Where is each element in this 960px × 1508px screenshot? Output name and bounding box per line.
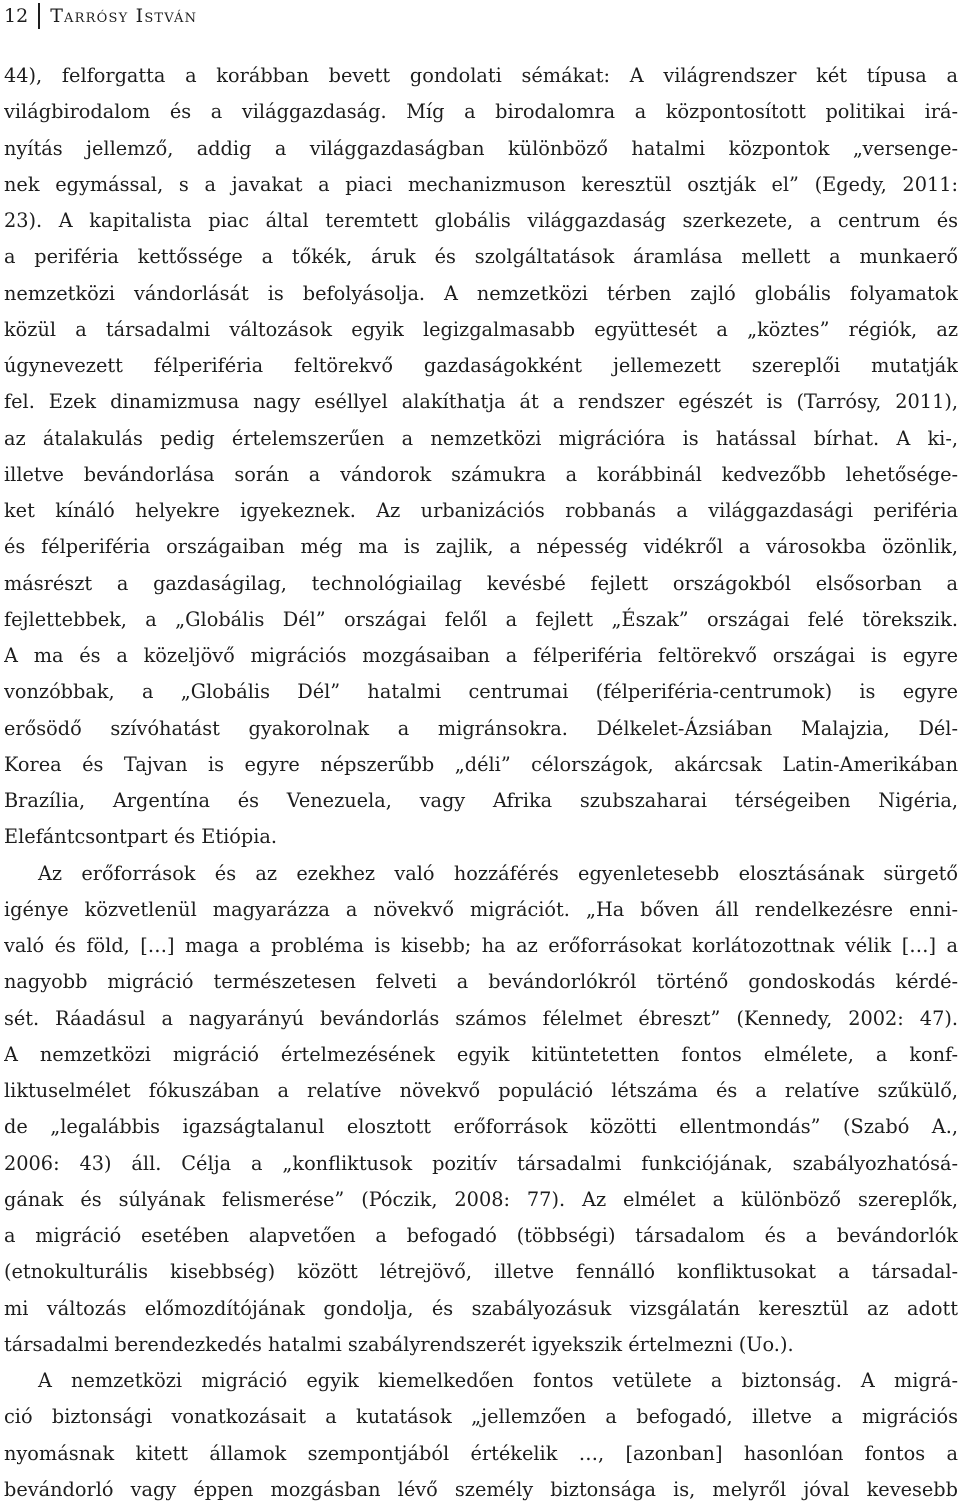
- text-line: nemzetközi vándorlását is befolyásolja. A nemzetközi térben zajló globális folyamatok: [4, 281, 958, 305]
- page-header: [4, 2, 197, 30]
- text-line: nek egymással, s a javakat a piaci mechanizmuson keresztül osztják el” (Egedy, 2011:: [4, 172, 958, 196]
- text-line: világbirodalom és a világgazdaság. Míg a birodalomra a központosított politikai irá-: [4, 100, 958, 124]
- text-line: a periféria kettőssége a tőkék, áruk és szolgáltatások áramlása mellett a munkaerő: [4, 245, 958, 269]
- text-line: vonzóbbak, a „Globális Dél” hatalmi centrumai (félperiféria-centrumok) is egyre: [4, 680, 958, 704]
- text-line: és félperiféria országaiban még ma is zajlik, a népesség vidékről a városokba özönlik,: [4, 535, 958, 559]
- text-line: ket kínáló helyekre igyekeznek. Az urbanizációs robbanás a világgazdasági periféria: [4, 499, 958, 522]
- text-line: illetve bevándorlása során a vándorok számukra a korábbinál kedvezőbb lehetősége-: [4, 462, 958, 486]
- text-line: úgynevezett félperiféria feltörekvő gazdaságokként jellemezett szereplői mutatják: [4, 354, 958, 377]
- text-line: igénye közvetlenül magyarázza a növekvő migrációt. „Ha bőven áll rendelkezésre enni-: [4, 897, 958, 921]
- text-line: másrészt a gazdaságilag, technológiailag kevésbé fejlett országokból elsősorban a: [4, 571, 958, 595]
- text-line: gának és súlyának felismerése” (Póczik, 2008: 77). Az elmélet a különböző szereplők,: [4, 1187, 958, 1211]
- text-line: liktuselmélet fókuszában a relatíve növekvő populáció létszáma és a relatíve szűkülő,: [4, 1079, 958, 1102]
- text-line: nagyobb migráció természetesen felveti a bevándorlókról történő gondoskodás kérdé-: [4, 970, 958, 994]
- text-line: ció biztonsági vonatkozásait a kutatások „jellemzően a befogadó, illetve a migrációs: [4, 1405, 958, 1429]
- text-line: erősödő szívóhatást gyakorolnak a migránsokra. Délkelet-Ázsiában Malajzia, Dél-: [4, 716, 958, 740]
- text-line: (etnokulturális kisebbség) között létrejövő, illetve fennálló konfliktusokat a társadal-: [4, 1260, 958, 1284]
- text-line: mi változás előmozdítójának gondolja, és szabályozásuk vizsgálatán keresztül az adott: [4, 1296, 958, 1320]
- text-line: A nemzetközi migráció egyik kiemelkedően fontos vetülete a biztonság. A migrá-: [38, 1369, 958, 1392]
- text-line: Brazília, Argentína és Venezuela, vagy Afrika szubszaharai térségeiben Nigéria,: [4, 789, 958, 812]
- text-line: 2006: 43) áll. Célja a „konfliktusok pozitív társadalmi funkciójának, szabályozhatósá-: [4, 1151, 958, 1175]
- text-line: 23). A kapitalista piac által teremtett globális világgazdaság szerkezete, a centrum és: [4, 209, 958, 232]
- running-head: Tarrósy István: [50, 5, 198, 27]
- text-line: való és föld, […] maga a probléma is kisebb; ha az erőforrásokat korlátozottnak vélik […] a: [4, 934, 958, 957]
- text-line: az átalakulás pedig értelemszerűen a nemzetközi migrációra is hatással bírhat. A ki-,: [4, 426, 958, 450]
- text-line: 44), felforgatta a korábban bevett gondolati sémákat: A világrendszer két típusa a: [4, 64, 958, 87]
- text-line: sét. Ráadásul a nagyarányú bevándorlás számos félelmet ébreszt” (Kennedy, 2002: 47).: [4, 1006, 958, 1030]
- text-line: bevándorló vagy éppen mozgásban lévő személy biztonsága is, melyről jóval kevesebb: [4, 1477, 958, 1501]
- text-line: A nemzetközi migráció értelmezésének egyik kitüntetetten fontos elmélete, a konf-: [4, 1042, 958, 1066]
- text-line: A ma és a közeljövő migrációs mozgásaiban a félperiféria feltörekvő országai is egyre: [4, 644, 958, 667]
- body-text: [4, 58, 958, 1508]
- text-line: fel. Ezek dinamizmusa nagy eséllyel alakíthatja át a rendszer egészét is (Tarrósy, 2011),: [4, 390, 958, 414]
- text-line: társadalmi berendezkedés hatalmi szabályrendszerét igyekszik értelmezni (Uo.).: [4, 1332, 794, 1356]
- header-divider: [38, 3, 40, 29]
- text-line: Elefántcsontpart és Etiópia.: [4, 825, 278, 849]
- text-line: fejlettebbek, a „Globális Dél” országai felől a fejlett „Észak” országai felé törekszik.: [4, 607, 958, 631]
- text-line: a migráció esetében alapvetően a befogadó (többségi) társadalom és a bevándorlók: [4, 1224, 958, 1247]
- text-line: közül a társadalmi változások egyik legizgalmasabb együttesét a „köztes” régiók, az: [4, 317, 958, 341]
- text-line: Az erőforrások és az ezekhez való hozzáférés egyenletesebb elosztásának sürgető: [38, 861, 958, 885]
- text-line: nyomásnak kitett államok szempontjából értékelik …, [azonban] hasonlóan fontos a: [4, 1441, 958, 1465]
- text-line: Korea és Tajvan is egyre népszerűbb „déli” célországok, akárcsak Latin-Amerikában: [4, 752, 958, 776]
- page-number: 12: [4, 5, 29, 27]
- text-line: nyítás jellemző, addig a világgazdaságban különböző hatalmi központok „versenge-: [4, 136, 958, 160]
- text-line: de „legalábbis igazságtalanul elosztott erőforrások közötti ellentmondás” (Szabó A.,: [4, 1115, 958, 1139]
